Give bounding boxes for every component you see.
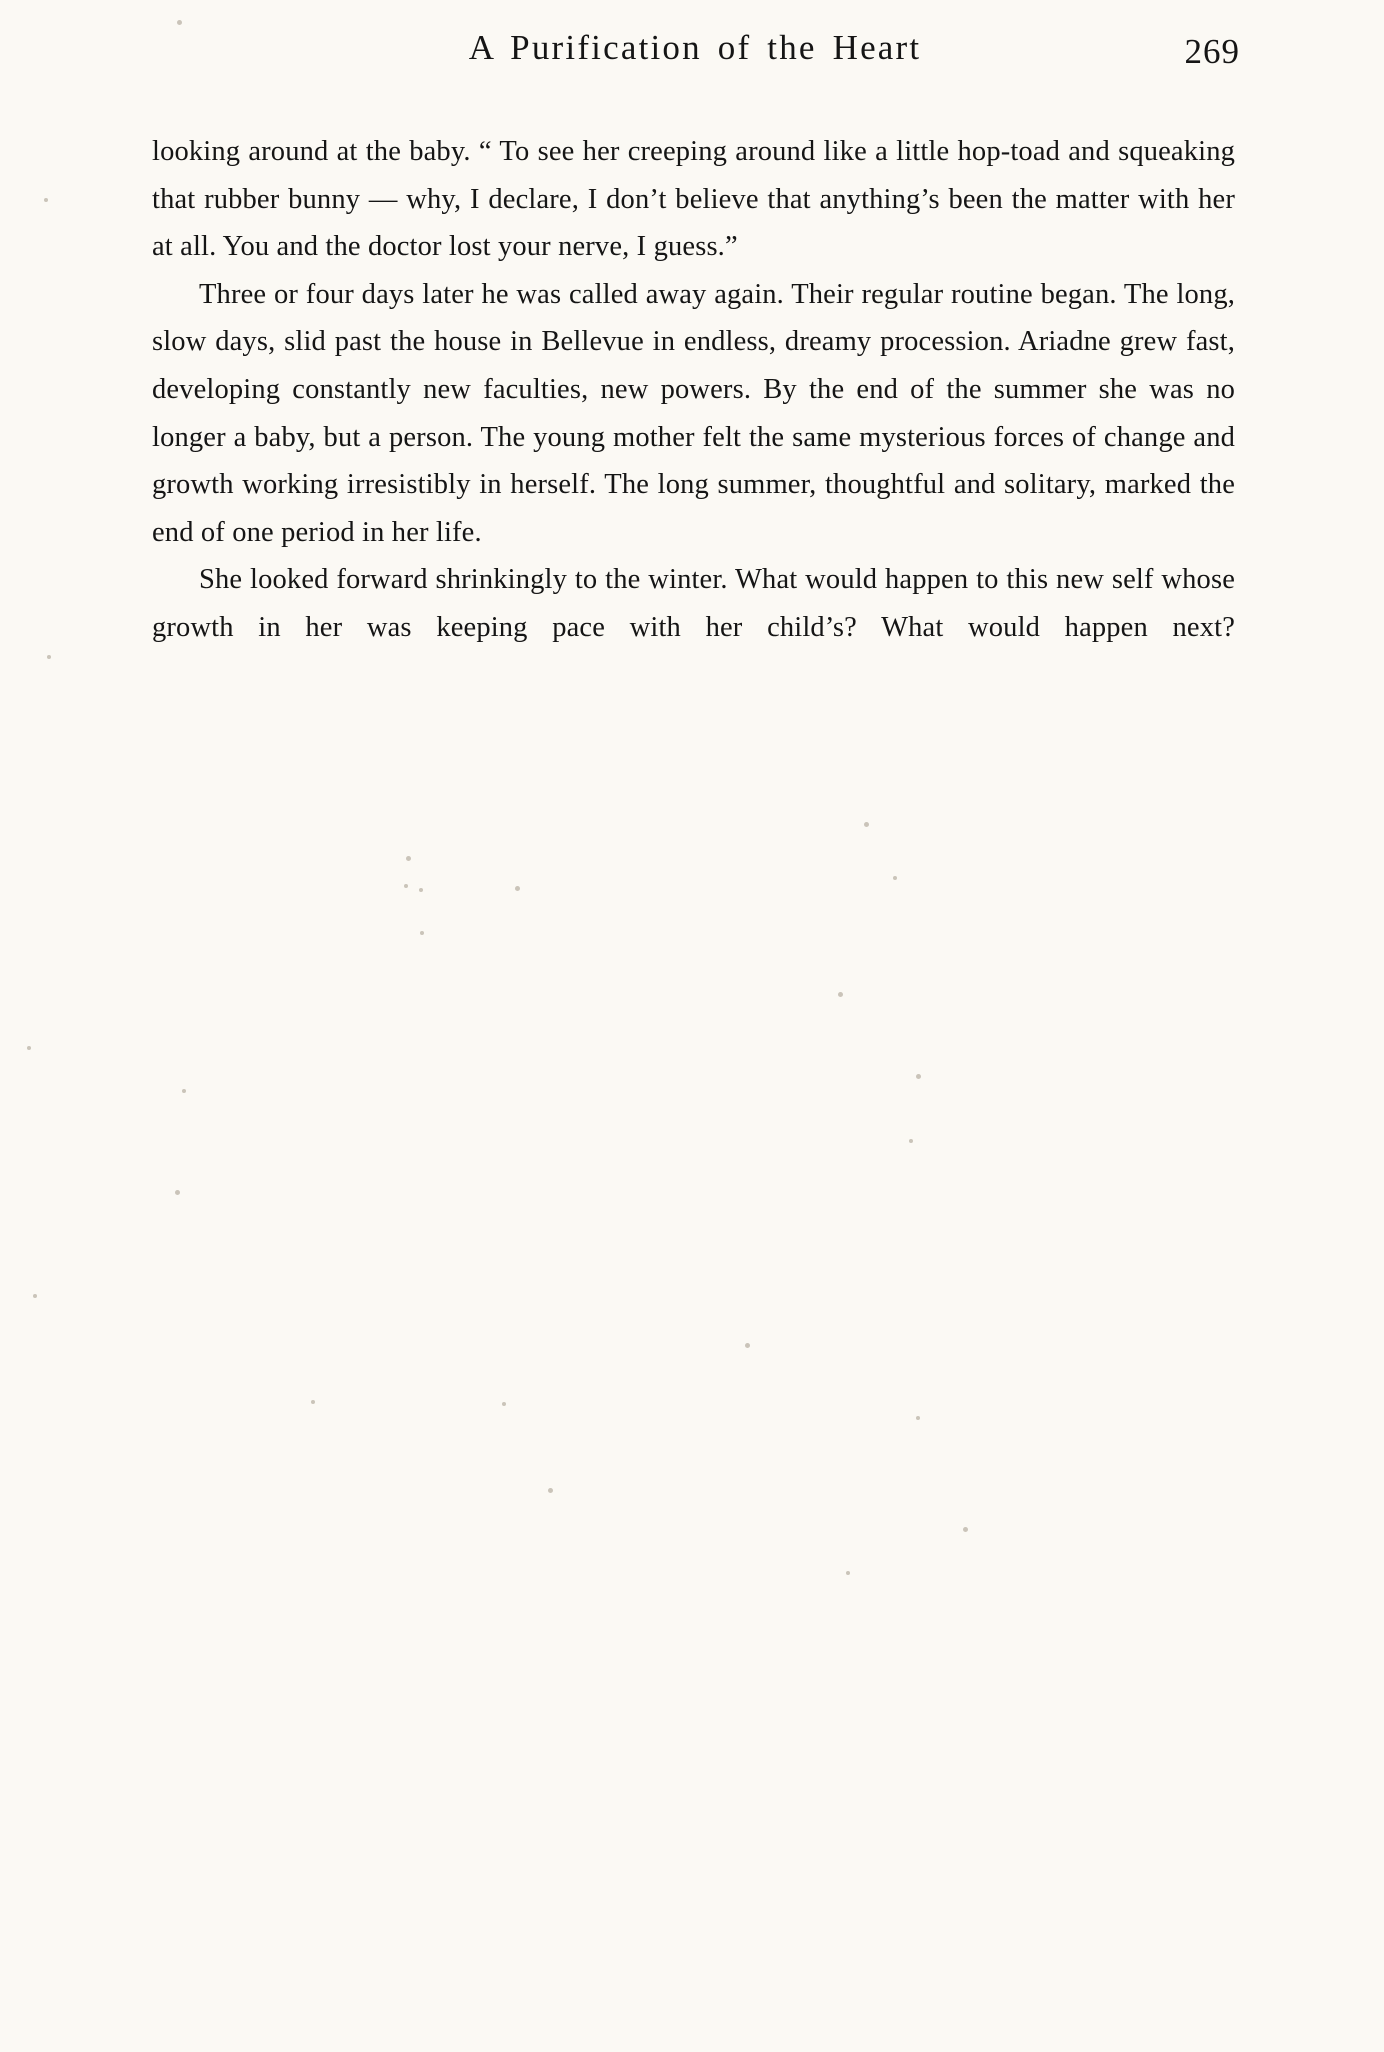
paper-speck — [745, 1343, 750, 1348]
body-text — [152, 128, 1235, 652]
running-head — [150, 28, 1240, 88]
page-title: A Purification of the Heart — [468, 28, 922, 67]
paper-speck — [33, 1294, 37, 1298]
paper-speck — [916, 1416, 920, 1420]
paper-speck — [47, 655, 51, 659]
paper-speck — [406, 856, 411, 861]
paper-speck — [916, 1074, 921, 1079]
paragraph-2: Three or four days later he was called away again. Their regular routine began. The long, slow days, slid past the house in Bellevue in endless, dreamy procession. Ariadne grew fast, developing constantly new faculties, new powers. By the end of the summer she was no longer a baby, but a person. The young mother felt the same mysterious forces of change and growth working irresistibly in herself. The long summer, thoughtful and solitary, marked the end of one period in her life. — [152, 278, 1235, 548]
paper-speck — [548, 1488, 553, 1493]
page-number: 269 — [1184, 32, 1240, 71]
paper-speck — [44, 198, 48, 202]
paper-speck — [838, 992, 843, 997]
paper-speck — [419, 888, 423, 892]
paper-speck — [404, 884, 408, 888]
paper-speck — [420, 931, 424, 935]
paragraph-3: She looked forward shrinkingly to the winter. What would happen to this new self whose growth in her was keeping pace with her child’s? What would happen next? — [152, 564, 1235, 643]
paper-speck — [311, 1400, 315, 1404]
paper-speck — [515, 886, 520, 891]
paper-speck — [963, 1527, 968, 1532]
paper-speck — [177, 20, 182, 25]
paper-speck — [502, 1402, 506, 1406]
paper-speck — [846, 1571, 850, 1575]
paper-speck — [893, 876, 897, 880]
paper-speck — [182, 1089, 186, 1093]
paragraph-1: looking around at the baby. “ To see her creeping around like a little hop-toad and squeaking that rubber bunny — why, I declare, I don’t believe that anything’s been the matter with her at all. You and the doctor lost your nerve, I guess.” — [152, 136, 1235, 263]
paper-speck — [27, 1046, 31, 1050]
paper-speck — [909, 1139, 913, 1143]
paper-speck — [175, 1190, 180, 1195]
paper-speck — [864, 822, 869, 827]
